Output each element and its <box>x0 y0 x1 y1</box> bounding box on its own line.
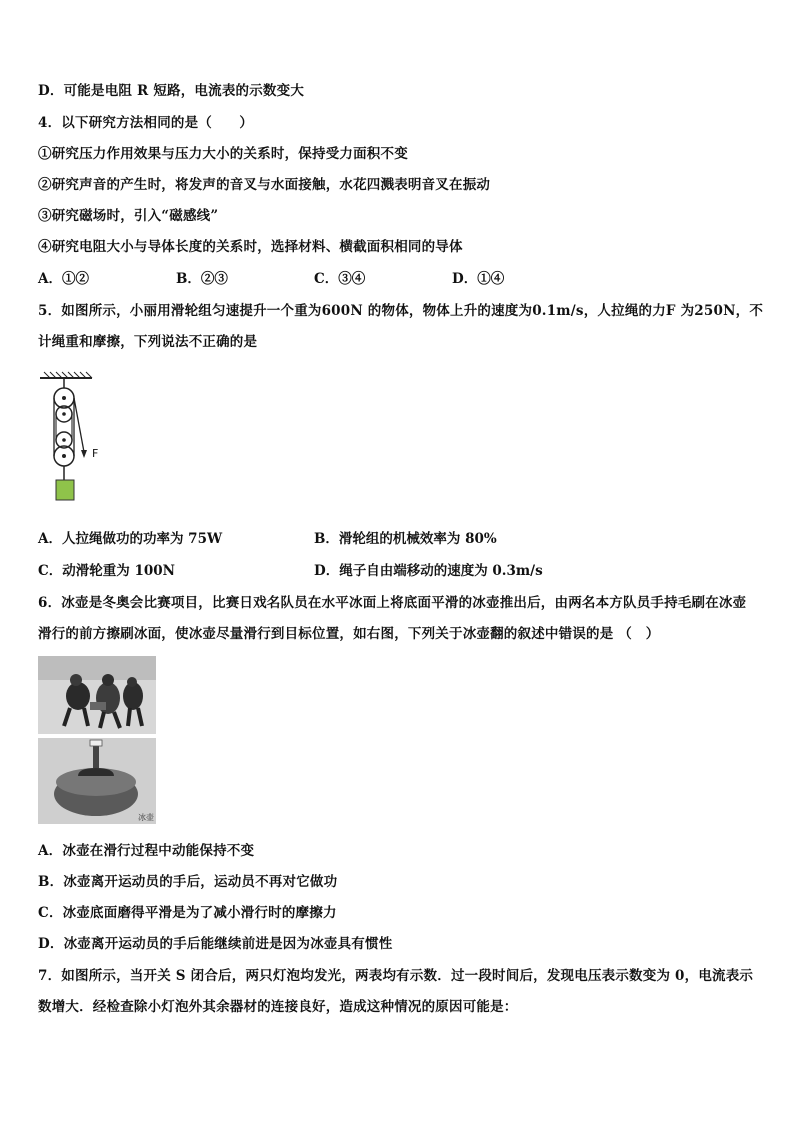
curling-photo <box>38 656 156 824</box>
q5-option-a: A．人拉绳做功的功率为 75W <box>38 531 223 547</box>
q3-option-d: D．可能是电阻 R 短路，电流表的示数变大 <box>38 83 305 99</box>
q4-item-4: ④研究电阻大小与导体长度的关系时，选择材料、横截面积相同的导体 <box>38 239 463 255</box>
q4-item-1: ①研究压力作用效果与压力大小的关系时，保持受力面积不变 <box>38 146 408 162</box>
q6-stem-line1: 6．冰壶是冬奥会比赛项目，比赛日戏名队员在水平冰面上将底面平滑的冰壶推出后，由两名本方队员手持毛刷在冰壶 <box>38 595 747 611</box>
q4-option-d: D．①④ <box>452 271 505 287</box>
q4-item-3: ③研究磁场时，引入“磁感线” <box>38 208 219 224</box>
q6-option-d: D．冰壶离开运动员的手后能继续前进是因为冰壶具有惯性 <box>38 936 393 952</box>
q4-item-2: ②研究声音的产生时，将发声的音叉与水面接触，水花四溅表明音叉在振动 <box>38 177 491 193</box>
q6-option-c: C．冰壶底面磨得平滑是为了减小滑行时的摩擦力 <box>38 905 337 921</box>
q4-option-b: B．②③ <box>176 271 228 287</box>
pulley-diagram <box>36 370 116 510</box>
pulley-force-label: F <box>92 447 99 460</box>
q6-option-a: A．冰壶在滑行过程中动能保持不变 <box>38 843 255 859</box>
q5-option-c: C．动滑轮重为 100N <box>38 563 175 579</box>
q4-option-a: A．①② <box>38 271 89 287</box>
q4-stem: 4．以下研究方法相同的是（ ） <box>38 115 254 131</box>
q4-option-c: C．③④ <box>314 271 366 287</box>
q6-stem-line2: 滑行的前方擦刷冰面，使冰壶尽量滑行到目标位置，如右图，下列关于冰壶翻的叙述中错误的是 （ ） <box>38 626 660 642</box>
q7-stem-line1: 7．如图所示，当开关 S 闭合后，两只灯泡均发光，两表均有示数．过一段时间后，发现电压表示数变为 0，电流表示 <box>38 968 754 984</box>
q6-option-b: B．冰壶离开运动员的手后，运动员不再对它做功 <box>38 874 338 890</box>
curling-photo-caption: 冰壶 <box>138 813 154 822</box>
q7-stem-line2: 数增大．经检查除小灯泡外其余器材的连接良好，造成这种情况的原因可能是： <box>38 999 518 1015</box>
q5-option-b: B．滑轮组的机械效率为 80% <box>314 531 497 547</box>
q5-option-d: D．绳子自由端移动的速度为 0.3m/s <box>314 563 543 579</box>
q5-stem-line1: 5．如图所示，小丽用滑轮组匀速提升一个重为600N 的物体，物体上升的速度为0.1m/s，人拉绳的力F 为250N，不 <box>38 303 764 319</box>
q5-stem-line2: 计绳重和摩擦，下列说法不正确的是 <box>38 334 258 350</box>
